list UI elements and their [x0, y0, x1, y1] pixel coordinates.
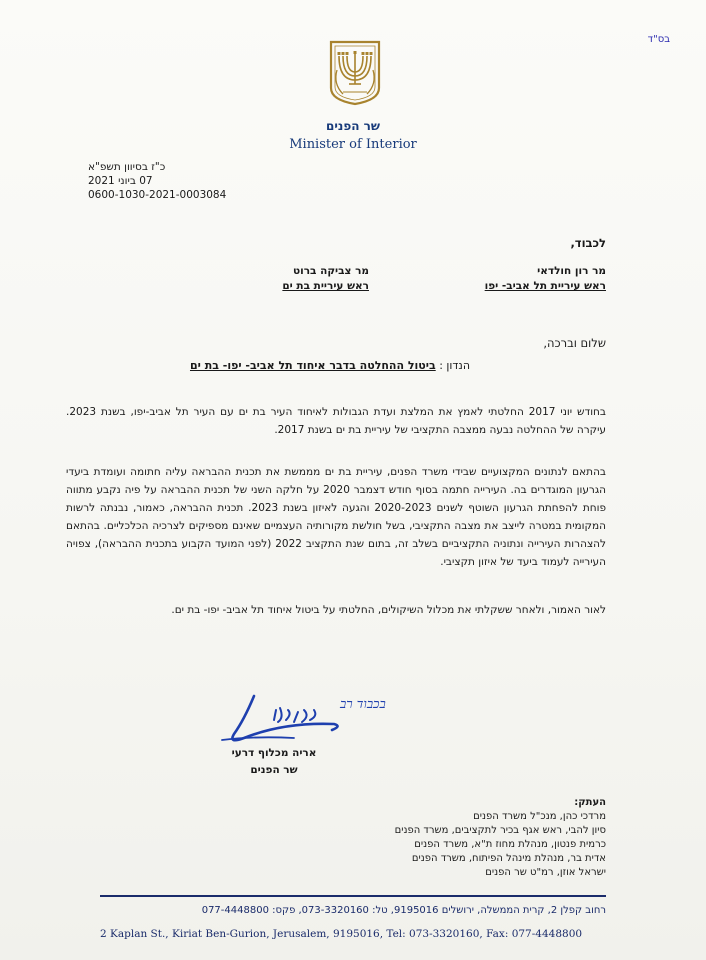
letter-meta: [88, 160, 228, 202]
cc-item: אדית בר, מנהלת מינהל הפיתוח, משרד הפנים: [411, 853, 606, 864]
body-paragraph-2: בהתאם לנתונים המקצועיים שבידי משרד הפנים, עיריית בת ים מממשת את תכנית ההבראה עליה חתומה ועומדת ביעדי הגרעון המוגדרים בה. העירייה חתמה בסוף חודש דצמבר 2020 על חלקה השני של תכנית ההבראה על פיה נקבע מתווה פוחת להפחתת הגרעון השוטף לשנים 2020-2023 והגעה לאיזון בשנת 2023. תכנית ההבראה, כאמור, נבנתה לרשות המקומית במטרה לייצב את מצבה התקציבי, בשל חולשת מקורותיה העצמיים שאינם מספיקים לצרכיה הכלכליים. בהתאם להצהרות העירייה ונתוניה התקציביים בשלב זה, בתום שנת התקציב 2022 (לפני המועד הקבוע בתכנית ההבראה), צפויה העירייה לעמוד ביעד של איזון תקציבי.: [66, 466, 607, 568]
signer-name: אריה מכלוף דרעי: [231, 747, 317, 759]
subject-text: ביטול ההחלטה בדבר איחוד תל אביב- יפו- בת ים: [189, 359, 436, 372]
addressee-name: מר רון חולדאי: [537, 265, 606, 277]
bsd-mark: בס"ד: [647, 34, 670, 45]
reference-number: 0600-1030-2021-0003084: [88, 189, 227, 201]
letterhead-title-english: Minister of Interior: [289, 137, 417, 152]
cc-item: מרדכי כהן, מנכ"ל משרד הפנים: [473, 811, 606, 822]
hebrew-date: כ"ז בסיוון תשפ"א: [88, 161, 166, 173]
addressee-bat-yam: [209, 264, 369, 294]
signer-block: [214, 745, 334, 779]
gregorian-date: 07 ביוני 2021: [88, 175, 153, 187]
footer-address-english: 2 Kaplan St., Kiriat Ben-Gurion, Jerusalem, 9195016, Tel: 073-3320160, Fax: 077-4448800: [100, 928, 583, 940]
addressee-name: מר צביקה ברוט: [293, 265, 369, 277]
body-paragraph-1: בחודש יוני 2017 החלטתי לאמץ את המלצת ועדת הגבולות לאיחוד העיר בת ים עם העיר תל אביב-יפו, בשנת 2023. עיקרה של ההחלטה נבעה ממצבה התקציבי של עיריית בת ים בשנת 2017.: [66, 406, 606, 436]
cc-item: כרמית פנטון, מנהלת מחוז ת"א, משרד הפנים: [414, 839, 606, 850]
signature-closing: בכבוד רב: [340, 697, 386, 712]
addressee-role: ראש עיריית תל אביב- יפו: [484, 280, 606, 292]
subject-label: הנדון :: [439, 359, 471, 372]
addressee-role: ראש עיריית בת ים: [282, 280, 369, 292]
cc-label: העתק:: [574, 797, 606, 808]
cc-item: סיון להבי, ראש אגף בכיר לתקציבים, משרד הפנים: [394, 825, 606, 836]
addressee-tel-aviv: [426, 264, 606, 294]
state-emblem-icon: [329, 40, 381, 106]
cc-item: ישראל אוזן, רמ"ט שר הפנים: [485, 867, 606, 878]
salutation: לכבוד,: [570, 236, 606, 250]
footer-divider: [100, 895, 606, 897]
greeting: שלום וברכה,: [543, 336, 606, 350]
subject-line: [110, 359, 550, 372]
footer-address-hebrew: רחוב קפלן 2, קרית הממשלה, ירושלים 9195016, טל: 073-3320160, פקס: 077-4448800: [201, 905, 606, 916]
body-paragraph-3: לאור האמור, ולאחר ששקלתי את מכלול השיקולים, החלטתי על ביטול איחוד תל אביב- יפו- בת ים.: [171, 604, 606, 616]
letterhead-title-hebrew: שר הפנים: [326, 119, 380, 133]
cc-list: [186, 796, 606, 880]
signer-title: שר הפנים: [250, 764, 298, 776]
